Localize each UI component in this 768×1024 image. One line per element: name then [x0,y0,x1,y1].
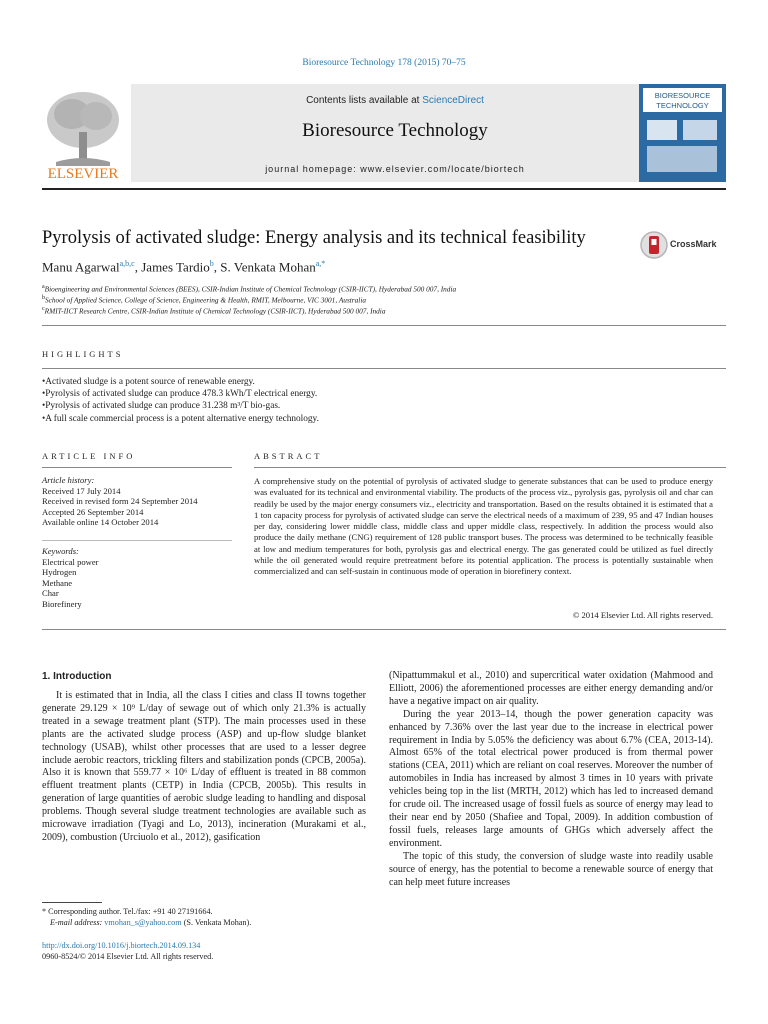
email-link[interactable]: vmohan_s@yahoo.com [104,918,182,927]
highlights-list [42,376,712,425]
keyword: Hydrogen [42,567,77,578]
article-history [42,475,232,528]
affiliation-rule [42,325,726,326]
body-column-right [389,670,713,889]
issn-line: 0960-8524/© 2014 Elsevier Ltd. All rights reserved. [42,952,214,961]
affil-sup: a [42,284,45,290]
body-paragraph: (Nipattummakul et al., 2010) and supercritical water oxidation (Mahmood and Elliott, 2006) the aforementioned processes are either energy demanding and/or have a negative impact on air quality. [389,670,713,707]
front-matter-rule [42,629,726,630]
affil-sup: c [42,306,45,312]
author-name[interactable]: Manu Agarwal [42,259,120,275]
highlights-rule [42,368,726,369]
keyword: Methane [42,577,73,588]
elsevier-tree-logo-icon [42,84,124,182]
history-entry: Available online 14 October 2014 [42,517,159,528]
author-affil-sup[interactable]: a,* [315,259,326,268]
email-label: E-mail address: [50,918,105,927]
highlight-item: • Activated sludge is a potent source of renewable energy. [42,376,712,388]
highlight-item: • A full scale commercial process is a potent alternative energy technology. [42,413,712,425]
keyword: Electrical power [42,556,99,567]
highlights-heading: HIGHLIGHTS [42,349,124,359]
footnote-email-line [42,917,372,928]
sciencedirect-link[interactable]: ScienceDirect [422,95,484,106]
corresponding-author-footnote [42,906,372,928]
body-paragraph: During the year 2013–14, though the power generation capacity was enhanced by 7.36% over the last year due to the increase in electrical power requirement in India by 5.05% the deficiency was about 6.7% (CEA, 2013-14). Almost 65% of the total electrical power produced is from thermal power stations (CEA, 2011) which are reliant on coal reserves. Moreover the number of automobiles in India has increased by almost 3 times in 10 years with private vehicles being top in the list (MRTH, 2012) which has led to increased demand for crude oil. The increased usage of fossil fuels as source of energy may lead to their near end by 2050 (Shafiee and Topal, 2009). In addition combustion of fossil fuels, releases large amounts of GHGs which adversely affect the environment. [389,708,713,849]
author-sep: , [213,259,221,275]
author-list [42,259,325,275]
journal-cover-icon [639,84,726,182]
journal-homepage-link[interactable]: journal homepage: www.elsevier.com/locate/biortech [265,164,525,174]
affiliation-c [42,306,385,315]
affil-text: RMIT-IICT Research Centre, CSIR-Indian Institute of Chemical Technology (CSIR-IICT), Hyderabad 500 007, India [44,306,386,316]
contents-line [131,95,659,106]
doi-link[interactable]: http://dx.doi.org/10.1016/j.biortech.2014.09.134 [42,941,201,950]
abstract-heading: ABSTRACT [254,451,323,461]
cover-title-line2: TECHNOLOGY [656,101,709,110]
keyword: Char [42,588,59,599]
article-title: Pyrolysis of activated sludge: Energy analysis and its technical feasibility [42,228,586,248]
footnote-rule [42,902,102,903]
author-sep: , [134,259,142,275]
author-name[interactable]: S. Venkata Mohan [220,259,316,275]
history-heading: Article history: [42,475,95,485]
email-owner: (S. Venkata Mohan). [181,918,252,927]
author-affil-sup[interactable]: b [209,259,214,268]
highlight-item: • Pyrolysis of activated sludge can produce 31.238 m³/T bio-gas. [42,400,712,412]
crossmark-icon [640,230,668,260]
body-column-left [42,690,366,845]
publisher-logo-text: ELSEVIER [47,166,119,182]
affil-text: School of Applied Science, College of Science, Engineering & Health, RMIT, Melbourne, VIC 3001, Australia [45,295,366,305]
affil-text: Bioengineering and Environmental Sciences (BEES), CSIR-Indian Institute of Chemical Technology (CSIR-IICT), Hyderabad 500 007, India [44,284,457,294]
keywords-heading: Keywords: [42,546,79,556]
abstract-copyright: © 2014 Elsevier Ltd. All rights reserved. [572,610,713,620]
info-divider [42,540,232,541]
history-entry: Received 17 July 2014 [42,485,121,496]
crossmark-button[interactable] [640,230,730,260]
affiliation-a [42,284,456,293]
body-paragraph: It is estimated that in India, all the class I cities and class II towns together generate 29.129 × 10⁹ L/day of sewage out of which only 21.3% is actually treated in a sewage treatment plant (STP). The main processes used in these plants are the activated sludge process (ASP) and up-flow sludge blanket technology (USAB), whilst other processes that are used to a lesser degree include aerobic reactors, trickling filters and stabilization ponds (CPCB, 2005a). Also it is known that 559.77 × 10⁶ L/day of effluent is treated in 88 common effluent treatment plants (CETP) in India (CPCB, 2005b). This results in generation of large quantities of aerobic sludge leading to handling and disposal problems. Though several sludge treatment technologies are available such as microwave irradiation (Tyagi and Lo, 2013), incineration (Murakami et al., 2009), combustion (Urciuolo et al., 2012), gasification [42,690,366,843]
footnote-line: * Corresponding author. Tel./fax: +91 40 27191664. [42,907,213,916]
doi-block [42,940,372,962]
masthead-rule [42,188,726,190]
article-info-rule [42,467,232,468]
cover-title-line1: BIORESOURCE [654,91,711,100]
history-entry: Accepted 26 September 2014 [42,506,144,517]
masthead-box [131,84,659,182]
affil-sup: b [42,295,45,301]
crossmark-label: CrossMark [670,239,717,249]
section-heading-introduction: 1. Introduction [42,671,112,682]
highlight-item: • Pyrolysis of activated sludge can produce 478.3 kWh/T electrical energy. [42,388,712,400]
contents-prefix: Contents lists available at [306,95,423,106]
author-name[interactable]: James Tardio [141,259,210,275]
masthead [42,84,726,182]
body-paragraph: The topic of this study, the conversion of sludge waste into readily usable source of energy, has the potential to become a renewable source of energy that can help meet future increases [389,850,713,888]
affiliation-b [42,295,366,304]
abstract-rule [254,467,726,468]
history-entry: Received in revised form 24 September 2014 [42,496,198,507]
keyword: Biorefinery [42,598,82,609]
author-affil-sup[interactable]: a,b,c [119,259,135,268]
article-info-heading: ARTICLE INFO [42,451,136,461]
journal-citation[interactable]: Bioresource Technology 178 (2015) 70–75 [302,58,466,68]
journal-name: Bioresource Technology [302,120,488,141]
abstract-body: A comprehensive study on the potential of pyrolysis of activated sludge to generate substances that can be used to produce energy was evaluated for its technical and environmental viability. The products of the process viz., pyrolysis gas, pyrolysis oil and char can readily be used by the major energy consumers viz., electricity and transportation. Based on the results obtained it is estimated that a 1 ton capacity process for pyrolysis of activated sludge can serve the electrical needs of a maximum of 239, 95 and 47 Indian houses per day, considering lower middle class, middle class and upper middle class, respectively. In addition the process would also produce the daily methane (CNG) requirement of 128 public transport buses. The process was determined to be technically feasible at low and medium temperatures for both, pyrolysis gas and electrical energy. The gas generated could be utilized as fuel directly while the oil generated would require pretreatment before its potential application. The process is potentially sustainable when commercialized and can self-sustain in continuous mode of operation in biorefinery context. [254,476,713,576]
keywords [42,546,232,610]
